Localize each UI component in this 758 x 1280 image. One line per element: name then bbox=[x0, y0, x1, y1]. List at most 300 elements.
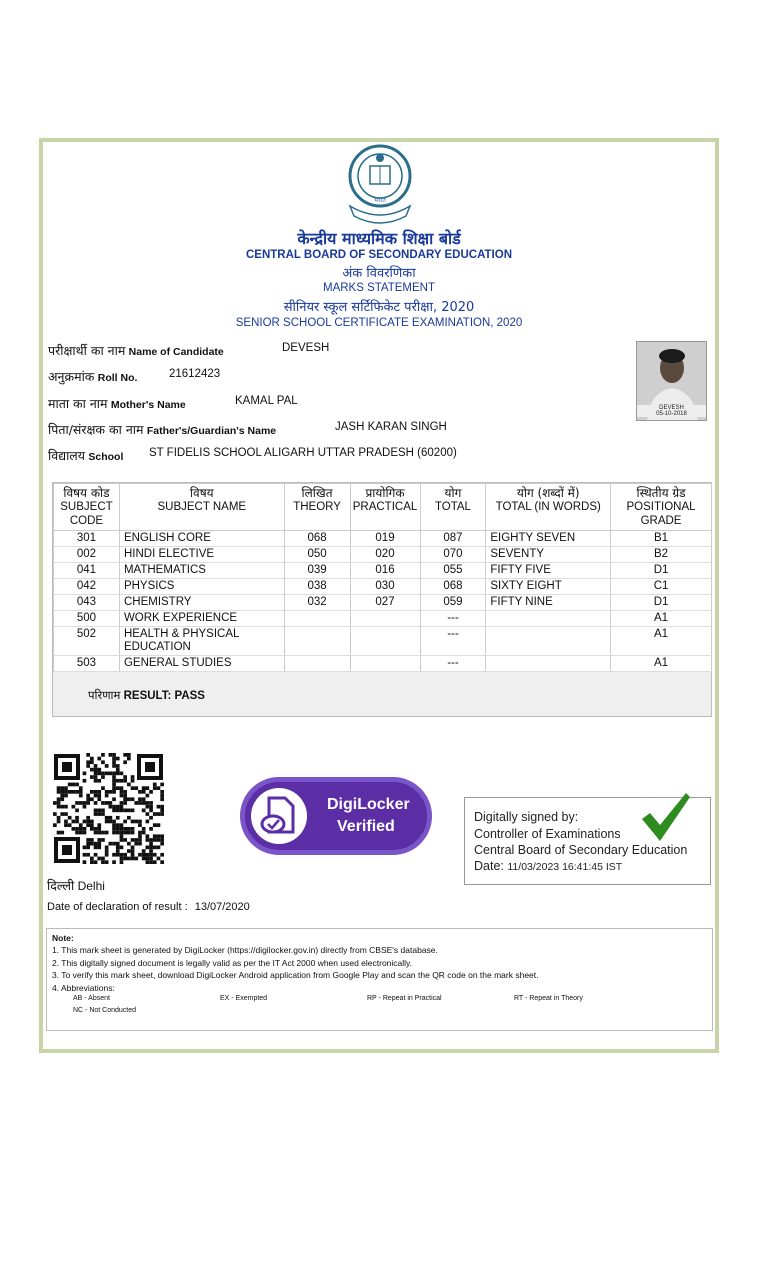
qr-module bbox=[123, 827, 127, 831]
qr-module bbox=[142, 849, 146, 853]
qr-module bbox=[75, 827, 79, 831]
qr-module bbox=[142, 801, 146, 805]
qr-module bbox=[105, 794, 109, 798]
label-english: School bbox=[88, 451, 124, 463]
qr-module bbox=[86, 797, 90, 801]
qr-module bbox=[90, 768, 94, 772]
qr-module bbox=[101, 860, 105, 864]
qr-module bbox=[116, 764, 120, 768]
qr-module bbox=[120, 846, 124, 850]
qr-module bbox=[142, 790, 146, 794]
result-value: PASS bbox=[174, 690, 205, 702]
theory-marks bbox=[284, 656, 350, 672]
qr-module bbox=[112, 786, 116, 790]
qr-module bbox=[127, 857, 131, 861]
qr-module bbox=[60, 790, 64, 794]
qr-module bbox=[123, 853, 127, 857]
qr-module bbox=[149, 801, 153, 805]
qr-module bbox=[83, 853, 87, 857]
qr-module bbox=[131, 809, 135, 813]
qr-module bbox=[120, 772, 124, 776]
qr-module bbox=[149, 846, 153, 850]
qr-module bbox=[101, 831, 105, 835]
qr-module bbox=[120, 790, 124, 794]
theory-marks: 032 bbox=[284, 595, 350, 611]
qr-module bbox=[160, 809, 164, 813]
positional-grade: B1 bbox=[611, 531, 712, 547]
qr-module bbox=[149, 827, 153, 831]
qr-module bbox=[127, 757, 131, 761]
qr-module bbox=[149, 857, 153, 861]
result-label-english: RESULT: bbox=[123, 690, 172, 702]
qr-module bbox=[160, 783, 164, 787]
qr-module bbox=[123, 820, 127, 824]
qr-module bbox=[72, 820, 76, 824]
qr-module bbox=[131, 857, 135, 861]
board-name-hindi: केन्द्रीय माध्यमिक शिक्षा बोर्ड bbox=[297, 229, 461, 248]
qr-module bbox=[90, 823, 94, 827]
total-in-words bbox=[486, 627, 611, 656]
subject-name: HINDI ELECTIVE bbox=[119, 547, 284, 563]
qr-module bbox=[97, 757, 101, 761]
practical-marks bbox=[350, 611, 420, 627]
qr-module bbox=[112, 842, 116, 846]
digilocker-title: DigiLocker bbox=[327, 796, 410, 813]
qr-module bbox=[116, 842, 120, 846]
practical-marks: 020 bbox=[350, 547, 420, 563]
qr-module bbox=[120, 831, 124, 835]
qr-module bbox=[120, 786, 124, 790]
total-in-words: FIFTY FIVE bbox=[486, 563, 611, 579]
qr-module bbox=[105, 816, 109, 820]
qr-module bbox=[83, 860, 87, 864]
qr-module bbox=[116, 786, 120, 790]
qr-module bbox=[101, 838, 105, 842]
qr-module bbox=[142, 797, 146, 801]
signature-date bbox=[474, 859, 622, 873]
qr-module bbox=[94, 860, 98, 864]
total-marks: 087 bbox=[420, 531, 486, 547]
label-english: Father's/Guardian's Name bbox=[146, 425, 277, 437]
cbse-emblem-logo bbox=[342, 144, 418, 226]
qr-module bbox=[120, 801, 124, 805]
verification-qr-code bbox=[53, 753, 164, 864]
qr-module bbox=[75, 809, 79, 813]
qr-module bbox=[109, 753, 113, 757]
qr-module bbox=[123, 753, 127, 757]
note-line: 4. Abbreviations: bbox=[52, 982, 115, 993]
qr-module bbox=[149, 816, 153, 820]
col-header-theory: लिखित THEORY bbox=[284, 484, 350, 531]
qr-module bbox=[101, 857, 105, 861]
qr-module bbox=[112, 757, 116, 761]
declaration-label: Date of declaration of result : bbox=[47, 901, 188, 913]
signed-by-label: Digitally signed by: bbox=[474, 810, 579, 824]
qr-module bbox=[142, 786, 146, 790]
qr-module bbox=[83, 831, 87, 835]
qr-module bbox=[97, 846, 101, 850]
practical-marks: 016 bbox=[350, 563, 420, 579]
qr-module bbox=[90, 760, 94, 764]
qr-module bbox=[75, 790, 79, 794]
qr-module bbox=[153, 823, 157, 827]
qr-module bbox=[97, 797, 101, 801]
qr-module bbox=[109, 790, 113, 794]
col-header-code: विषय कोड SUBJECT CODE bbox=[54, 484, 120, 531]
positional-grade: A1 bbox=[611, 627, 712, 656]
table-row bbox=[54, 611, 712, 627]
school-value: ST FIDELIS SCHOOL ALIGARH UTTAR PRADESH (60200) bbox=[149, 447, 457, 459]
qr-module bbox=[94, 779, 98, 783]
label-hindi: पिता/संरक्षक का नाम bbox=[48, 422, 144, 437]
total-marks: --- bbox=[420, 611, 486, 627]
result-status bbox=[88, 688, 205, 703]
subject-code: 041 bbox=[54, 563, 120, 579]
qr-module bbox=[160, 790, 164, 794]
qr-module bbox=[86, 753, 90, 757]
qr-module bbox=[53, 823, 57, 827]
subject-name: ENGLISH CORE bbox=[119, 531, 284, 547]
qr-module bbox=[134, 857, 138, 861]
positional-grade: A1 bbox=[611, 656, 712, 672]
qr-module bbox=[153, 834, 157, 838]
qr-module bbox=[138, 797, 142, 801]
qr-module bbox=[146, 794, 150, 798]
notes-section bbox=[46, 928, 713, 1031]
qr-module bbox=[105, 853, 109, 857]
qr-module bbox=[57, 790, 61, 794]
label-hindi: माता का नाम bbox=[48, 396, 108, 411]
qr-module bbox=[68, 823, 72, 827]
qr-module bbox=[123, 857, 127, 861]
qr-module bbox=[109, 805, 113, 809]
qr-module bbox=[134, 838, 138, 842]
qr-module bbox=[138, 838, 142, 842]
exam-title-hindi: सीनियर स्कूल सर्टिफिकेट परीक्षा, 2020 bbox=[283, 300, 475, 315]
qr-module bbox=[127, 827, 131, 831]
qr-module bbox=[79, 827, 83, 831]
qr-module bbox=[94, 772, 98, 776]
qr-module bbox=[94, 809, 98, 813]
qr-module bbox=[86, 764, 90, 768]
qr-module bbox=[97, 809, 101, 813]
qr-module bbox=[112, 860, 116, 864]
qr-module bbox=[149, 860, 153, 864]
qr-module bbox=[94, 775, 98, 779]
qr-module bbox=[57, 801, 61, 805]
qr-module bbox=[83, 805, 87, 809]
total-in-words: EIGHTY SEVEN bbox=[486, 531, 611, 547]
qr-module bbox=[109, 772, 113, 776]
qr-module bbox=[157, 846, 161, 850]
table-row bbox=[54, 547, 712, 563]
qr-module bbox=[123, 801, 127, 805]
qr-module bbox=[131, 853, 135, 857]
positional-grade: C1 bbox=[611, 579, 712, 595]
qr-module bbox=[131, 831, 135, 835]
qr-module bbox=[127, 753, 131, 757]
practical-marks: 030 bbox=[350, 579, 420, 595]
qr-module bbox=[138, 834, 142, 838]
notes-title: Note: bbox=[52, 933, 74, 943]
total-marks: 059 bbox=[420, 595, 486, 611]
qr-module bbox=[86, 801, 90, 805]
exam-title-english: SENIOR SCHOOL CERTIFICATE EXAMINATION, 2020 bbox=[235, 317, 523, 329]
qr-module bbox=[116, 823, 120, 827]
qr-module bbox=[131, 838, 135, 842]
subject-code: 500 bbox=[54, 611, 120, 627]
candidate-photo bbox=[636, 341, 707, 421]
qr-module bbox=[138, 823, 142, 827]
qr-module bbox=[60, 794, 64, 798]
qr-module bbox=[120, 809, 124, 813]
qr-module bbox=[83, 846, 87, 850]
qr-module bbox=[101, 809, 105, 813]
table-row bbox=[54, 656, 712, 672]
qr-module bbox=[138, 853, 142, 857]
qr-module bbox=[105, 801, 109, 805]
theory-marks: 039 bbox=[284, 563, 350, 579]
qr-module bbox=[160, 860, 164, 864]
qr-module bbox=[97, 772, 101, 776]
total-marks: --- bbox=[420, 627, 486, 656]
qr-module bbox=[64, 805, 68, 809]
subject-name: PHYSICS bbox=[119, 579, 284, 595]
qr-module bbox=[149, 790, 153, 794]
qr-module bbox=[127, 809, 131, 813]
col-header-practical: प्रायोगिक PRACTICAL bbox=[350, 484, 420, 531]
qr-module bbox=[112, 820, 116, 824]
qr-module bbox=[68, 790, 72, 794]
qr-module bbox=[94, 790, 98, 794]
qr-module bbox=[112, 790, 116, 794]
qr-module bbox=[142, 853, 146, 857]
mother-name-field bbox=[48, 395, 298, 412]
digilocker-verified-label: Verified bbox=[337, 818, 395, 835]
theory-marks bbox=[284, 627, 350, 656]
qr-module bbox=[72, 805, 76, 809]
qr-module bbox=[116, 846, 120, 850]
school-field bbox=[48, 447, 457, 464]
note-line: 1. This mark sheet is generated by DigiLocker (https://digilocker.gov.in) directly from CBSE's database. bbox=[52, 945, 438, 955]
qr-module bbox=[123, 779, 127, 783]
qr-module bbox=[86, 816, 90, 820]
col-header-subject: विषय SUBJECT NAME bbox=[119, 484, 284, 531]
qr-module bbox=[112, 823, 116, 827]
qr-module bbox=[142, 827, 146, 831]
qr-module bbox=[86, 838, 90, 842]
qr-module bbox=[146, 805, 150, 809]
qr-module bbox=[146, 812, 150, 816]
qr-module bbox=[131, 827, 135, 831]
theory-marks: 038 bbox=[284, 579, 350, 595]
note-line: 3. To verify this mark sheet, download DigiLocker Android application from Google Play and scan the QR code on the mark sheet. bbox=[52, 970, 539, 980]
candidate-name-value: DEVESH bbox=[282, 342, 330, 354]
col-header-total-words: योग (शब्दों में) TOTAL (IN WORDS) bbox=[486, 484, 611, 531]
qr-module bbox=[116, 805, 120, 809]
qr-module bbox=[123, 790, 127, 794]
qr-module bbox=[90, 775, 94, 779]
qr-module bbox=[83, 827, 87, 831]
qr-module bbox=[83, 779, 87, 783]
qr-module bbox=[149, 842, 153, 846]
qr-module bbox=[146, 834, 150, 838]
qr-module bbox=[112, 831, 116, 835]
qr-module bbox=[60, 786, 64, 790]
abbreviation-item: RP - Repeat in Practical bbox=[367, 995, 442, 1002]
qr-module bbox=[90, 790, 94, 794]
label-english: Name of Candidate bbox=[128, 346, 224, 358]
total-in-words: SEVENTY bbox=[486, 547, 611, 563]
label-english: Mother's Name bbox=[110, 399, 186, 411]
qr-module bbox=[101, 753, 105, 757]
qr-module bbox=[157, 823, 161, 827]
qr-module bbox=[120, 860, 124, 864]
qr-module bbox=[131, 797, 135, 801]
qr-module bbox=[149, 838, 153, 842]
qr-module bbox=[116, 853, 120, 857]
qr-module bbox=[149, 849, 153, 853]
qr-module bbox=[120, 857, 124, 861]
place-of-issue bbox=[47, 877, 105, 894]
qr-module bbox=[79, 790, 83, 794]
qr-module bbox=[146, 860, 150, 864]
qr-module bbox=[149, 805, 153, 809]
abbreviation-item: RT - Repeat in Theory bbox=[514, 995, 583, 1002]
qr-module bbox=[90, 842, 94, 846]
qr-module bbox=[68, 783, 72, 787]
qr-module bbox=[86, 846, 90, 850]
col-header-total: योग TOTAL bbox=[420, 484, 486, 531]
qr-module bbox=[138, 790, 142, 794]
qr-module bbox=[101, 801, 105, 805]
qr-module bbox=[90, 797, 94, 801]
qr-module bbox=[57, 797, 61, 801]
qr-module bbox=[160, 838, 164, 842]
qr-module bbox=[79, 801, 83, 805]
qr-module bbox=[97, 831, 101, 835]
qr-module bbox=[160, 805, 164, 809]
qr-module bbox=[94, 812, 98, 816]
qr-module bbox=[138, 801, 142, 805]
qr-module bbox=[105, 849, 109, 853]
qr-module bbox=[112, 827, 116, 831]
qr-module bbox=[101, 772, 105, 776]
subject-name: CHEMISTRY bbox=[119, 595, 284, 611]
qr-module bbox=[90, 857, 94, 861]
qr-module bbox=[94, 801, 98, 805]
qr-module bbox=[112, 753, 116, 757]
place-hindi: दिल्ली bbox=[47, 878, 75, 893]
qr-module bbox=[86, 794, 90, 798]
qr-module bbox=[123, 831, 127, 835]
qr-module bbox=[146, 838, 150, 842]
qr-module bbox=[86, 853, 90, 857]
green-check-icon bbox=[638, 791, 692, 843]
signer-organization: Central Board of Secondary Education bbox=[474, 843, 688, 857]
qr-module bbox=[57, 805, 61, 809]
total-marks: 068 bbox=[420, 579, 486, 595]
qr-module bbox=[109, 820, 113, 824]
total-in-words: FIFTY NINE bbox=[486, 595, 611, 611]
qr-module bbox=[94, 768, 98, 772]
qr-module bbox=[86, 760, 90, 764]
qr-module bbox=[116, 816, 120, 820]
qr-module bbox=[101, 812, 105, 816]
qr-module bbox=[153, 846, 157, 850]
qr-module bbox=[64, 823, 68, 827]
qr-module bbox=[131, 786, 135, 790]
qr-module bbox=[101, 786, 105, 790]
marks-section bbox=[52, 482, 712, 717]
qr-module bbox=[94, 794, 98, 798]
roll-number-field bbox=[48, 368, 221, 385]
qr-module bbox=[131, 775, 135, 779]
qr-module bbox=[127, 849, 131, 853]
qr-module bbox=[123, 797, 127, 801]
positional-grade: D1 bbox=[611, 563, 712, 579]
subject-name: WORK EXPERIENCE bbox=[119, 611, 284, 627]
result-label-hindi: परिणाम bbox=[88, 688, 121, 702]
qr-module bbox=[60, 797, 64, 801]
qr-module bbox=[64, 786, 68, 790]
qr-module bbox=[94, 853, 98, 857]
qr-module bbox=[123, 794, 127, 798]
qr-module bbox=[153, 786, 157, 790]
qr-module bbox=[79, 794, 83, 798]
svg-text:भारत: भारत bbox=[374, 197, 386, 204]
qr-module bbox=[116, 831, 120, 835]
qr-module bbox=[116, 772, 120, 776]
father-name-value: JASH KARAN SINGH bbox=[335, 421, 447, 433]
qr-module bbox=[57, 816, 61, 820]
qr-module bbox=[127, 797, 131, 801]
qr-module bbox=[97, 838, 101, 842]
qr-module bbox=[160, 842, 164, 846]
qr-module bbox=[116, 768, 120, 772]
qr-module bbox=[105, 772, 109, 776]
qr-module bbox=[153, 838, 157, 842]
qr-module bbox=[112, 805, 116, 809]
qr-module bbox=[109, 801, 113, 805]
label-hindi: परीक्षार्थी का नाम bbox=[48, 343, 126, 358]
theory-marks bbox=[284, 611, 350, 627]
qr-module bbox=[68, 816, 72, 820]
practical-marks: 019 bbox=[350, 531, 420, 547]
total-in-words bbox=[486, 656, 611, 672]
abbreviation-item: AB - Absent bbox=[73, 995, 110, 1002]
qr-module bbox=[146, 857, 150, 861]
qr-module bbox=[120, 805, 124, 809]
qr-module bbox=[64, 794, 68, 798]
label-hindi: अनुक्रमांक bbox=[48, 369, 95, 384]
qr-module bbox=[94, 842, 98, 846]
qr-module bbox=[101, 775, 105, 779]
qr-module bbox=[60, 831, 64, 835]
candidate-name-field bbox=[48, 342, 330, 359]
qr-module bbox=[86, 842, 90, 846]
qr-module bbox=[86, 820, 90, 824]
qr-module bbox=[83, 772, 87, 776]
qr-module bbox=[134, 786, 138, 790]
total-in-words: SIXTY EIGHT bbox=[486, 579, 611, 595]
qr-module bbox=[112, 760, 116, 764]
qr-module bbox=[60, 812, 64, 816]
qr-module bbox=[75, 801, 79, 805]
qr-module bbox=[116, 757, 120, 761]
qr-module bbox=[146, 846, 150, 850]
qr-module bbox=[142, 831, 146, 835]
